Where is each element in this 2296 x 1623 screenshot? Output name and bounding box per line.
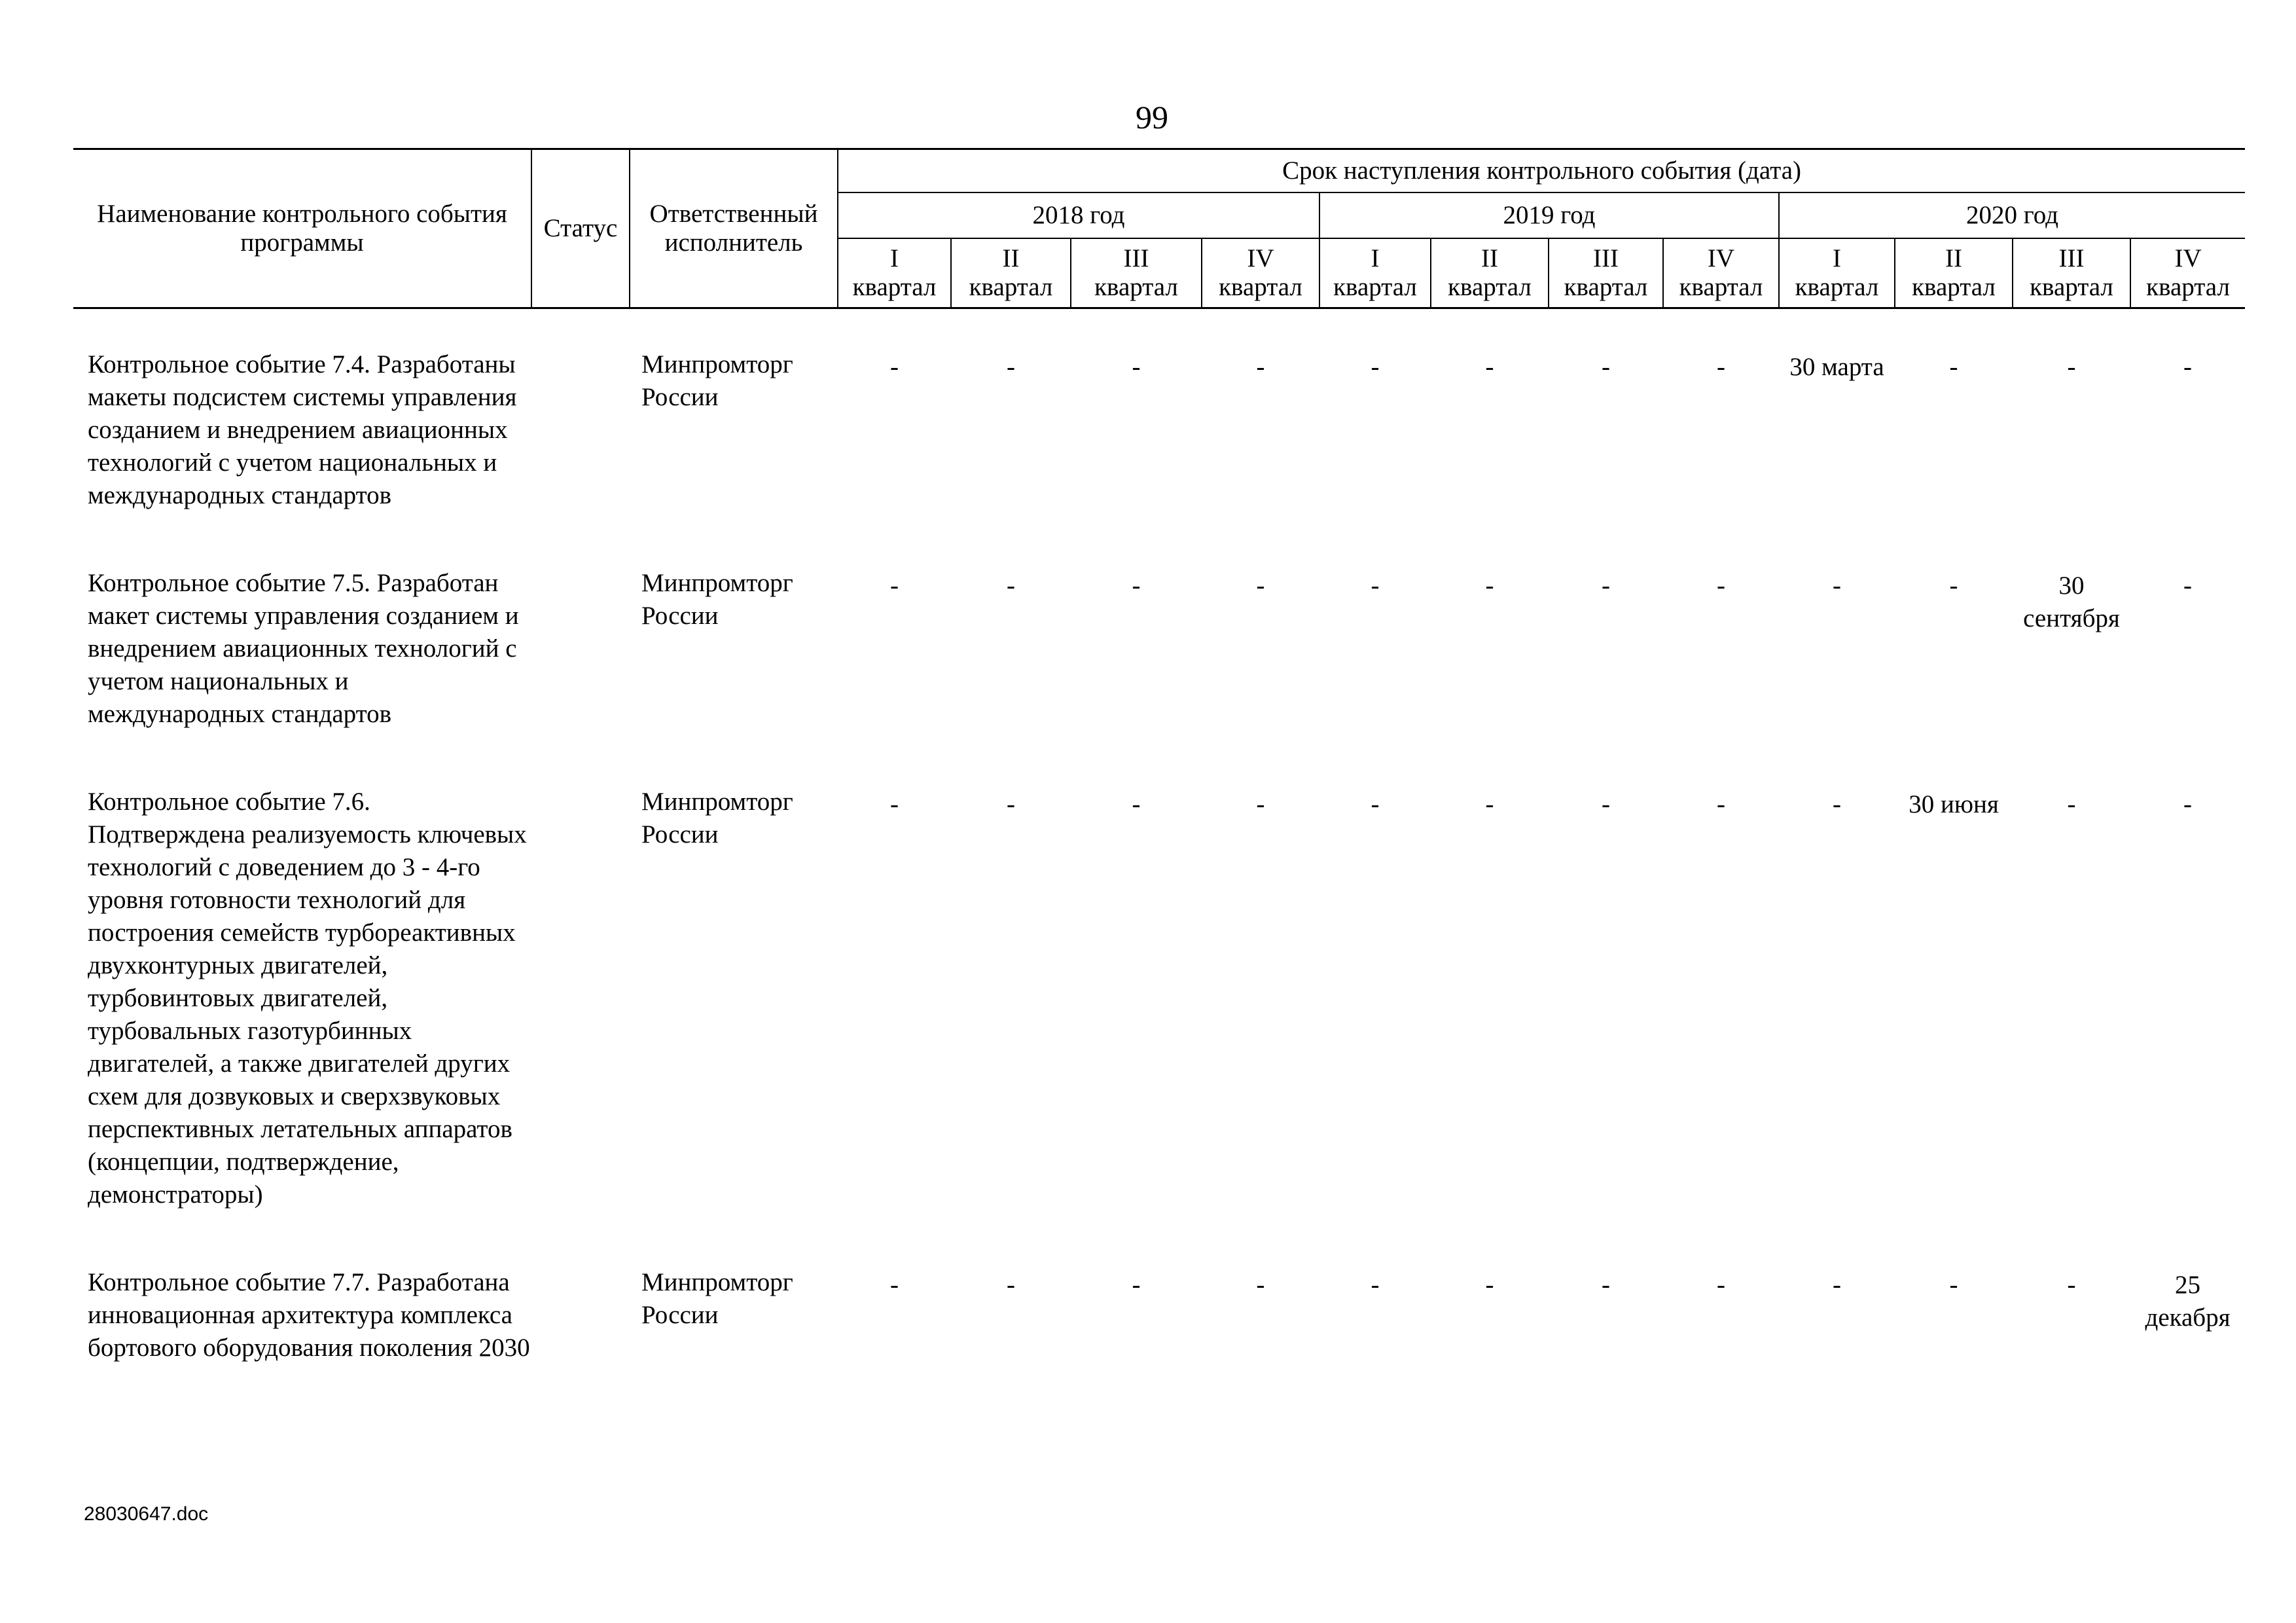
header-responsible: Ответственный исполнитель [630,149,838,308]
quarter-cell: - [890,572,899,600]
quarter-cell: - [1949,1271,1958,1299]
quarter-cell: - [1371,353,1380,381]
quarter-number: III [1123,244,1149,273]
table-row [73,567,2245,786]
quarter-number: II [1945,244,1962,273]
quarter-cell: - [1007,790,1015,818]
quarter-cell: - [1602,790,1610,818]
header-status: Статус [531,149,630,308]
event-name: Контрольное событие 7.7. Разработана инновационная архитектура комплекса бортового оборудования поколения 2030 [88,1268,530,1362]
quarter-label: квартал [1679,273,1763,301]
quarter-label: квартал [1448,273,1532,301]
quarter-cell: - [1949,353,1958,381]
header-quarter [838,238,951,308]
header-event-name: Наименование контрольного события программы [73,149,531,308]
quarter-label: квартал [1795,273,1879,301]
event-status [531,786,630,1266]
quarter-cell: - [890,1271,899,1299]
control-events-table [73,148,2245,1419]
quarter-number: I [890,244,899,273]
quarter-cell: - [1717,353,1725,381]
quarter-cell: - [1371,790,1380,818]
quarter-cell: - [1833,790,1841,818]
quarter-cell: - [1256,1271,1265,1299]
quarter-label: квартал [852,273,937,301]
header-quarter [1202,238,1319,308]
table-header [73,149,2245,308]
event-status [531,567,630,786]
quarter-number: I [1833,244,1841,273]
quarter-cell: - [1485,572,1494,600]
quarter-cell: - [1485,790,1494,818]
quarter-cell: - [1132,353,1141,381]
header-quarter [1071,238,1202,308]
quarter-cell: - [1132,1271,1141,1299]
quarter-cell: - [890,353,899,381]
quarter-cell: - [1371,1271,1380,1299]
document-filename: 28030647.doc [84,1503,209,1525]
quarter-cell: - [1717,1271,1725,1299]
table-row [73,1266,2245,1419]
header-quarter [2130,238,2245,308]
quarter-number: IV [1247,244,1274,273]
quarter-number: I [1371,244,1380,273]
quarter-cell: 25 декабря [2145,1271,2231,1332]
quarter-label: квартал [1219,273,1302,301]
page-number: 99 [1136,99,1168,136]
quarter-number: IV [1707,244,1735,273]
quarter-label: квартал [1564,273,1648,301]
event-name: Контрольное событие 7.6. Подтверждена реализуемость ключевых технологий с доведением до 3 - 4-го уровня готовности технологий для построения семейств турбореактивных двухконтурных двигателей, турбовинтовых двигателей, турбовальных газотурбинных двигателей, а также двигателей других схем для дозвуковых и сверхзвуковых перспективных летательных аппаратов (концепции, подтверждение, демонстраторы) [88,788,527,1209]
quarter-cell: - [1485,353,1494,381]
quarter-cell: - [1833,1271,1841,1299]
event-responsible: Минпромторг России [641,788,793,848]
event-responsible: Минпромторг России [641,350,793,411]
quarter-cell: 30 июня [1909,790,1999,818]
quarter-cell: - [1256,572,1265,600]
quarter-cell: - [1132,790,1141,818]
quarter-number: III [2058,244,2085,273]
quarter-cell: 30 марта [1789,353,1884,381]
quarter-number: III [1593,244,1619,273]
header-quarter [1663,238,1779,308]
quarter-cell: - [1007,572,1015,600]
quarter-cell: - [1256,353,1265,381]
quarter-cell: - [1371,572,1380,600]
quarter-cell: - [2067,353,2076,381]
header-quarter [1895,238,2013,308]
quarter-cell: - [1007,353,1015,381]
quarter-cell: - [2183,790,2193,818]
quarter-number: IV [2174,244,2202,273]
header-year-2019: 2019 год [1319,192,1779,238]
quarter-cell: - [1833,572,1841,600]
event-name: Контрольное событие 7.4. Разработаны макеты подсистем системы управления созданием и внедрением авиационных технологий с учетом национальных и международных стандартов [88,350,517,509]
quarter-number: II [1002,244,1020,273]
event-status [531,1266,630,1419]
quarter-cell: - [1007,1271,1015,1299]
header-deadline: Срок наступления контрольного события (дата) [838,149,2245,193]
quarter-cell: - [1485,1271,1494,1299]
header-year-2018: 2018 год [838,192,1319,238]
header-quarter [951,238,1071,308]
quarter-number: II [1481,244,1498,273]
header-year-2020: 2020 год [1779,192,2245,238]
quarter-label: квартал [969,273,1053,301]
quarter-label: квартал [2030,273,2113,301]
event-status [531,348,630,567]
header-quarter [1431,238,1549,308]
header-quarter [1779,238,1895,308]
header-quarter [1319,238,1431,308]
quarter-label: квартал [1912,273,1996,301]
table-row [73,786,2245,1266]
quarter-cell: - [1717,790,1725,818]
quarter-cell: - [1949,572,1958,600]
quarter-label: квартал [1094,273,1178,301]
event-responsible: Минпромторг России [641,1268,793,1329]
table-row [73,348,2245,567]
quarter-cell: - [1256,790,1265,818]
quarter-cell: - [2067,1271,2076,1299]
table-body [73,308,2245,1420]
quarter-label: квартал [1333,273,1417,301]
quarter-cell: - [2183,572,2193,600]
quarter-cell: - [2067,790,2076,818]
quarter-cell: - [2183,353,2193,381]
quarter-cell: - [1602,353,1610,381]
quarter-label: квартал [2146,273,2230,301]
quarter-cell: - [1602,1271,1610,1299]
quarter-cell: - [1132,572,1141,600]
quarter-cell: - [890,790,899,818]
quarter-cell: 30 сентября [2023,572,2120,632]
event-responsible: Минпромторг России [641,569,793,630]
event-name: Контрольное событие 7.5. Разработан макет системы управления созданием и внедрением авиационных технологий с учетом национальных и международных стандартов [88,569,519,728]
header-quarter [1549,238,1663,308]
header-quarter [2013,238,2130,308]
quarter-cell: - [1717,572,1725,600]
quarter-cell: - [1602,572,1610,600]
